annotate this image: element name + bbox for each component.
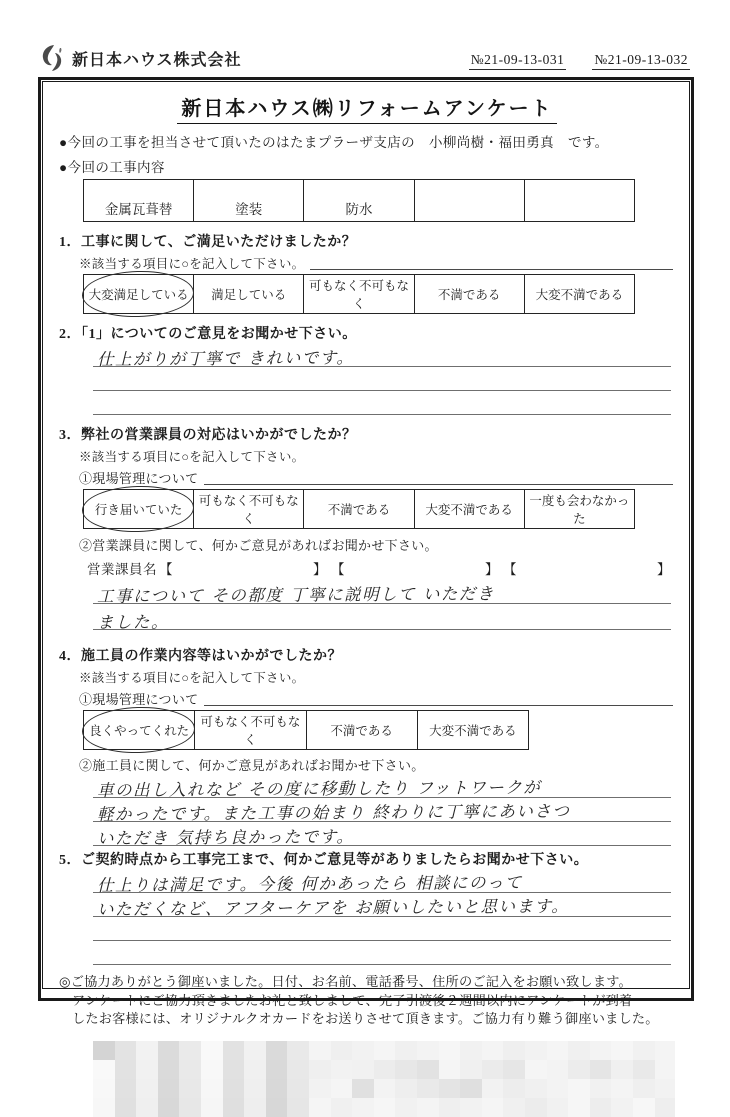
table-row bbox=[84, 711, 529, 750]
mosaic-cell bbox=[266, 1041, 288, 1061]
handwritten-answer: ました。 bbox=[96, 611, 170, 632]
work-item-cell: 金属瓦葺替 bbox=[84, 180, 194, 222]
q4-option: 大変不満である bbox=[417, 711, 528, 750]
bracket-close: 】 bbox=[485, 562, 499, 577]
mosaic-cell bbox=[590, 1098, 612, 1117]
mosaic-cell bbox=[352, 1079, 374, 1099]
mosaic-cell bbox=[568, 1098, 590, 1117]
q5-heading: 5．ご契約時点から工事完工まで、何かご意見等がありましたらお聞かせ下さい。 bbox=[59, 853, 589, 868]
mosaic-cell bbox=[482, 1060, 504, 1080]
mosaic-cell bbox=[611, 1060, 633, 1080]
mosaic-cell bbox=[136, 1060, 158, 1080]
bracket-open: 【 bbox=[503, 562, 517, 577]
mosaic-cell bbox=[244, 1041, 266, 1061]
mosaic-cell bbox=[309, 1041, 331, 1061]
mosaic-cell bbox=[179, 1079, 201, 1099]
q1-option: 大変不満である bbox=[524, 275, 634, 314]
mosaic-cell bbox=[93, 1060, 115, 1080]
mosaic-cell bbox=[503, 1098, 525, 1117]
mosaic-cell bbox=[439, 1079, 461, 1099]
q4-option: 可もなく不可もなく bbox=[195, 711, 306, 750]
mosaic-cell bbox=[655, 1098, 675, 1117]
q4-sub2 bbox=[79, 755, 675, 774]
company-logo-icon bbox=[40, 44, 66, 72]
footer-note bbox=[59, 973, 675, 1029]
mosaic-cell bbox=[115, 1098, 137, 1117]
bracket-open: 【 bbox=[331, 562, 345, 577]
mosaic-cell bbox=[568, 1041, 590, 1061]
q1-option: 可もなく不可もなく bbox=[304, 275, 414, 314]
q1-heading: 1．工事に関して、ご満足いただけましたか？ bbox=[59, 235, 357, 250]
q3-sub2-text: ②営業課員に関して、何かご意見があればお聞かせ下さい。 bbox=[79, 538, 438, 553]
mosaic-cell bbox=[655, 1060, 675, 1080]
q3-note bbox=[79, 447, 675, 465]
mosaic-cell bbox=[287, 1098, 309, 1117]
q5-answer-block bbox=[93, 869, 671, 965]
answer-line bbox=[93, 941, 671, 965]
work-item-cell: 塗装 bbox=[194, 180, 304, 222]
q3-options-table bbox=[83, 489, 635, 529]
bracket-close: 】 bbox=[313, 562, 327, 577]
mosaic-cell bbox=[460, 1041, 482, 1061]
mosaic-cell bbox=[244, 1060, 266, 1080]
mosaic-cell bbox=[115, 1041, 137, 1061]
mosaic-cell bbox=[223, 1041, 245, 1061]
q4-option: 不満である bbox=[306, 711, 417, 750]
mosaic-cell bbox=[547, 1079, 569, 1099]
staff-name-field bbox=[157, 558, 329, 578]
mosaic-cell bbox=[503, 1060, 525, 1080]
mosaic-cell bbox=[201, 1041, 223, 1061]
mosaic-cell bbox=[503, 1041, 525, 1061]
mosaic-cell bbox=[611, 1098, 633, 1117]
q1-options-table bbox=[83, 274, 635, 314]
ruled-line bbox=[310, 269, 673, 270]
mosaic-cell bbox=[482, 1041, 504, 1061]
mosaic-cell bbox=[395, 1060, 417, 1080]
q3-answer-block bbox=[93, 578, 671, 630]
table-row bbox=[84, 490, 635, 529]
mosaic-cell bbox=[655, 1079, 675, 1099]
form-frame bbox=[38, 77, 694, 1027]
handwritten-answer: 車の出し入れなど その度に移動したり フットワークが bbox=[96, 777, 542, 800]
mosaic-cell bbox=[179, 1060, 201, 1080]
mosaic-cell bbox=[201, 1098, 223, 1117]
footer-line: ◎ご協力ありがとう御座いました。日付、お名前、電話番号、住所のご記入をお願い致します。 bbox=[59, 974, 632, 989]
document-numbers bbox=[469, 52, 690, 70]
mosaic-cell bbox=[525, 1079, 547, 1099]
q3-heading: 3．弊社の営業課員の対応はいかがでしたか？ bbox=[59, 428, 357, 443]
mosaic-cell bbox=[115, 1060, 137, 1080]
mosaic-cell bbox=[179, 1098, 201, 1117]
mosaic-cell bbox=[93, 1079, 115, 1099]
q1-option: 満足している bbox=[194, 275, 304, 314]
bracket-close: 】 bbox=[657, 562, 671, 577]
q3-note-text: ※該当する項目に○を記入して下さい。 bbox=[79, 450, 305, 464]
work-content-label: ●今回の工事内容 bbox=[59, 160, 165, 175]
handwritten-answer: 工事について その都度 丁寧に説明して いただき bbox=[96, 583, 495, 606]
document-header bbox=[40, 42, 690, 72]
document-number-2: №21-09-13-032 bbox=[592, 52, 690, 70]
q3-sub1-text: ①現場管理について bbox=[79, 471, 199, 486]
mosaic-cell bbox=[115, 1079, 137, 1099]
mosaic-cell bbox=[331, 1041, 353, 1061]
mosaic-cell bbox=[223, 1079, 245, 1099]
q1-option-selected: 大変満足している bbox=[84, 275, 194, 314]
mosaic-cell bbox=[525, 1098, 547, 1117]
answer-line bbox=[93, 774, 671, 798]
mosaic-cell bbox=[590, 1079, 612, 1099]
mosaic-cell bbox=[266, 1098, 288, 1117]
mosaic-cell bbox=[482, 1098, 504, 1117]
mosaic-cell bbox=[309, 1060, 331, 1080]
mosaic-cell bbox=[287, 1079, 309, 1099]
form-title: 新日本ハウス㈱リフォームアンケート bbox=[177, 92, 556, 124]
mosaic-cell bbox=[439, 1060, 461, 1080]
mosaic-cell bbox=[417, 1060, 439, 1080]
mosaic-cell bbox=[201, 1060, 223, 1080]
mosaic-cell bbox=[395, 1041, 417, 1061]
q4-note-text: ※該当する項目に○を記入して下さい。 bbox=[79, 671, 305, 685]
mosaic-cell bbox=[374, 1098, 396, 1117]
mosaic-cell bbox=[374, 1060, 396, 1080]
mosaic-cell bbox=[633, 1041, 655, 1061]
mosaic-cell bbox=[244, 1079, 266, 1099]
mosaic-cell bbox=[417, 1079, 439, 1099]
mosaic-cell bbox=[395, 1079, 417, 1099]
mosaic-cell bbox=[590, 1060, 612, 1080]
company-name: 新日本ハウス株式会社 bbox=[72, 51, 242, 69]
mosaic-cell bbox=[482, 1079, 504, 1099]
mosaic-cell bbox=[136, 1041, 158, 1061]
footer-line: したお客様には、オリジナルクオカードをお送りさせて頂きます。ご協力有り難う御座いました。 bbox=[72, 1011, 659, 1027]
mosaic-cell bbox=[503, 1079, 525, 1099]
mosaic-cell bbox=[331, 1060, 353, 1080]
mosaic-cell bbox=[460, 1079, 482, 1099]
answer-line bbox=[93, 578, 671, 604]
q4-sub2-text: ②施工員に関して、何かご意見があればお聞かせ下さい。 bbox=[79, 758, 425, 773]
staff-intro-line: ●今回の工事を担当させて頂いたのはたまプラーザ支店の 小柳尚樹・福田勇真 です。 bbox=[59, 135, 609, 150]
q4-option-selected: 良くやってくれた bbox=[84, 711, 195, 750]
mosaic-cell bbox=[287, 1041, 309, 1061]
work-content-table bbox=[83, 179, 635, 222]
q4-answer-block bbox=[93, 774, 671, 846]
answer-line bbox=[93, 798, 671, 822]
q3-option-selected: 行き届いていた bbox=[84, 490, 194, 529]
mosaic-cell bbox=[179, 1041, 201, 1061]
mosaic-cell bbox=[158, 1041, 180, 1061]
answer-line bbox=[93, 869, 671, 893]
answer-line bbox=[93, 822, 671, 846]
redacted-personal-info bbox=[93, 1041, 675, 1117]
bracket-open: 【 bbox=[159, 562, 173, 577]
mosaic-cell bbox=[525, 1060, 547, 1080]
answer-line bbox=[93, 367, 671, 391]
q4-options-table bbox=[83, 710, 529, 750]
staff-name-row bbox=[87, 558, 673, 578]
answer-line bbox=[93, 604, 671, 630]
handwritten-answer: 仕上りは満足です。今後 何かあったら 相談にのって bbox=[96, 872, 523, 895]
handwritten-answer: 軽かったです。また工事の始まり 終わりに丁寧にあいさつ bbox=[96, 801, 571, 824]
table-row bbox=[84, 275, 635, 314]
q2-heading: 2．「1」についてのご意見をお聞かせ下さい。 bbox=[59, 327, 357, 342]
mosaic-cell bbox=[136, 1098, 158, 1117]
mosaic-cell bbox=[633, 1079, 655, 1099]
mosaic-cell bbox=[374, 1041, 396, 1061]
mosaic-cell bbox=[309, 1079, 331, 1099]
mosaic-cell bbox=[158, 1079, 180, 1099]
mosaic-cell bbox=[611, 1041, 633, 1061]
handwritten-answer: いただくなど、アフターケアを お願いしたいと思います。 bbox=[96, 896, 570, 919]
q3-sub2 bbox=[79, 535, 675, 554]
mosaic-cell bbox=[460, 1060, 482, 1080]
answer-line bbox=[93, 343, 671, 367]
mosaic-cell bbox=[417, 1098, 439, 1117]
mosaic-cell bbox=[201, 1079, 223, 1099]
ruled-line bbox=[204, 705, 673, 706]
mosaic-cell bbox=[352, 1098, 374, 1117]
mosaic-cell bbox=[266, 1060, 288, 1080]
q3-option: 一度も会わなかった bbox=[524, 490, 634, 529]
mosaic-cell bbox=[547, 1060, 569, 1080]
mosaic-cell bbox=[633, 1098, 655, 1117]
q3-option: 不満である bbox=[304, 490, 414, 529]
mosaic-cell bbox=[287, 1060, 309, 1080]
mosaic-cell bbox=[93, 1098, 115, 1117]
mosaic-cell bbox=[525, 1041, 547, 1061]
mosaic-cell bbox=[331, 1079, 353, 1099]
q3-option: 可もなく不可もなく bbox=[194, 490, 304, 529]
mosaic-cell bbox=[547, 1041, 569, 1061]
document-number-1: №21-09-13-031 bbox=[469, 52, 567, 70]
mosaic-cell bbox=[611, 1079, 633, 1099]
mosaic-cell bbox=[568, 1079, 590, 1099]
answer-line bbox=[93, 391, 671, 415]
work-item-cell: 防水 bbox=[304, 180, 414, 222]
mosaic-cell bbox=[417, 1041, 439, 1061]
q4-heading: 4．施工員の作業内容等はいかがでしたか？ bbox=[59, 649, 342, 664]
q1-option: 不満である bbox=[414, 275, 524, 314]
mosaic-cell bbox=[460, 1098, 482, 1117]
mosaic-cell bbox=[439, 1098, 461, 1117]
mosaic-cell bbox=[309, 1098, 331, 1117]
q4-note bbox=[79, 668, 675, 686]
q2-answer-block bbox=[93, 343, 671, 415]
footer-line: アンケートにご協力頂きましたお礼と致しまして、完了引渡後２週間以内にアンケートが到着 bbox=[72, 992, 633, 1008]
mosaic-cell bbox=[568, 1060, 590, 1080]
answer-line bbox=[93, 917, 671, 941]
mosaic-cell bbox=[158, 1098, 180, 1117]
mosaic-cell bbox=[352, 1041, 374, 1061]
mosaic-cell bbox=[93, 1041, 115, 1061]
q3-option: 大変不満である bbox=[414, 490, 524, 529]
mosaic-cell bbox=[655, 1041, 675, 1061]
mosaic-cell bbox=[590, 1041, 612, 1061]
handwritten-answer: 仕上がりが丁寧で きれいです。 bbox=[96, 347, 355, 369]
mosaic-cell bbox=[223, 1060, 245, 1080]
mosaic-cell bbox=[633, 1060, 655, 1080]
q1-note bbox=[79, 254, 675, 272]
company-brand bbox=[40, 44, 242, 72]
staff-name-field bbox=[501, 558, 673, 578]
mosaic-cell bbox=[266, 1079, 288, 1099]
ruled-line bbox=[204, 484, 673, 485]
q1-note-text: ※該当する項目に○を記入して下さい。 bbox=[79, 257, 305, 271]
handwritten-answer: いただき 気持ち良かったです。 bbox=[96, 826, 355, 848]
work-item-cell bbox=[524, 180, 634, 222]
mosaic-cell bbox=[244, 1098, 266, 1117]
mosaic-cell bbox=[331, 1098, 353, 1117]
staff-name-field bbox=[329, 558, 501, 578]
table-row bbox=[84, 180, 635, 222]
q3-sub1 bbox=[79, 468, 675, 487]
mosaic-cell bbox=[547, 1098, 569, 1117]
q4-sub1 bbox=[79, 689, 675, 708]
mosaic-cell bbox=[223, 1098, 245, 1117]
work-item-cell bbox=[414, 180, 524, 222]
answer-line bbox=[93, 893, 671, 917]
mosaic-cell bbox=[374, 1079, 396, 1099]
mosaic-cell bbox=[158, 1060, 180, 1080]
mosaic-cell bbox=[395, 1098, 417, 1117]
mosaic-cell bbox=[439, 1041, 461, 1061]
q4-sub1-text: ①現場管理について bbox=[79, 692, 199, 707]
staff-name-label: 営業課員名 bbox=[87, 562, 157, 577]
mosaic-cell bbox=[352, 1060, 374, 1080]
form-frame-inner bbox=[42, 81, 690, 1027]
mosaic-cell bbox=[136, 1079, 158, 1099]
